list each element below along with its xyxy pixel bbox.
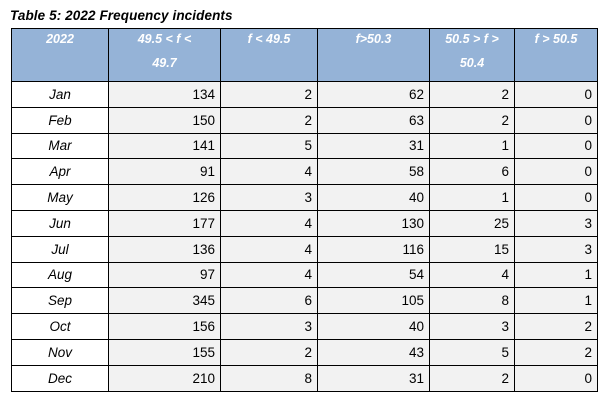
value-cell: 4: [430, 262, 515, 288]
value-cell: 4: [221, 159, 318, 185]
header-label-line2: 50.4: [459, 56, 485, 70]
value-cell: 126: [109, 185, 221, 211]
value-cell: 3: [515, 236, 598, 262]
value-cell: 3: [515, 210, 598, 236]
value-cell: 63: [318, 107, 430, 133]
month-cell: Aug: [12, 262, 109, 288]
month-cell: Jun: [12, 210, 109, 236]
value-cell: 4: [221, 262, 318, 288]
header-band-49-5-to-49-7: [109, 29, 221, 82]
value-cell: 2: [430, 82, 515, 108]
value-cell: 3: [221, 185, 318, 211]
value-cell: 40: [318, 314, 430, 340]
table-row: [12, 82, 598, 108]
month-cell: Nov: [12, 339, 109, 365]
value-cell: 2: [430, 107, 515, 133]
table-body: [12, 82, 598, 392]
value-cell: 0: [515, 82, 598, 108]
header-label: 2022: [46, 32, 74, 46]
value-cell: 2: [221, 339, 318, 365]
value-cell: 210: [109, 365, 221, 391]
table-row: [12, 262, 598, 288]
header-label: 50.5 > f >: [445, 32, 499, 46]
value-cell: 116: [318, 236, 430, 262]
month-cell: Jan: [12, 82, 109, 108]
value-cell: 97: [109, 262, 221, 288]
table-row: [12, 236, 598, 262]
value-cell: 156: [109, 314, 221, 340]
month-cell: Feb: [12, 107, 109, 133]
table-row: [12, 133, 598, 159]
value-cell: 15: [430, 236, 515, 262]
header-label: f < 49.5: [247, 32, 291, 46]
header-year: [12, 29, 109, 82]
value-cell: 2: [221, 82, 318, 108]
value-cell: 2: [515, 314, 598, 340]
value-cell: 345: [109, 288, 221, 314]
value-cell: 0: [515, 365, 598, 391]
month-cell: Oct: [12, 314, 109, 340]
value-cell: 136: [109, 236, 221, 262]
value-cell: 31: [318, 365, 430, 391]
value-cell: 62: [318, 82, 430, 108]
value-cell: 134: [109, 82, 221, 108]
value-cell: 0: [515, 133, 598, 159]
value-cell: 6: [430, 159, 515, 185]
value-cell: 141: [109, 133, 221, 159]
table-row: [12, 314, 598, 340]
month-cell: Mar: [12, 133, 109, 159]
value-cell: 177: [109, 210, 221, 236]
frequency-incidents-table: [11, 28, 598, 392]
value-cell: 4: [221, 236, 318, 262]
value-cell: 2: [221, 107, 318, 133]
value-cell: 1: [515, 288, 598, 314]
header-band-50-4-to-50-5: [430, 29, 515, 82]
value-cell: 91: [109, 159, 221, 185]
header-label-line2: 49.7: [152, 56, 177, 70]
value-cell: 8: [430, 288, 515, 314]
month-cell: Apr: [12, 159, 109, 185]
value-cell: 130: [318, 210, 430, 236]
header-label: f>50.3: [355, 32, 392, 46]
header-row: [12, 29, 598, 82]
header-above-50-3: [318, 29, 430, 82]
value-cell: 0: [515, 159, 598, 185]
value-cell: 43: [318, 339, 430, 365]
table-row: [12, 107, 598, 133]
table-row: [12, 210, 598, 236]
table-row: [12, 288, 598, 314]
value-cell: 5: [221, 133, 318, 159]
value-cell: 2: [515, 339, 598, 365]
table-row: [12, 339, 598, 365]
value-cell: 155: [109, 339, 221, 365]
value-cell: 58: [318, 159, 430, 185]
header-above-50-5: [515, 29, 598, 82]
value-cell: 105: [318, 288, 430, 314]
month-cell: Sep: [12, 288, 109, 314]
header-label: 49.5 < f <: [137, 32, 192, 46]
value-cell: 1: [430, 185, 515, 211]
value-cell: 1: [515, 262, 598, 288]
value-cell: 8: [221, 365, 318, 391]
value-cell: 4: [221, 210, 318, 236]
value-cell: 40: [318, 185, 430, 211]
value-cell: 150: [109, 107, 221, 133]
header-below-49-5: [221, 29, 318, 82]
month-cell: Dec: [12, 365, 109, 391]
value-cell: 0: [515, 107, 598, 133]
value-cell: 25: [430, 210, 515, 236]
table-row: [12, 365, 598, 391]
value-cell: 31: [318, 133, 430, 159]
value-cell: 3: [430, 314, 515, 340]
table-caption: Table 5: 2022 Frequency incidents: [10, 8, 233, 23]
month-cell: Jul: [12, 236, 109, 262]
table-header: [12, 29, 598, 82]
table-row: [12, 159, 598, 185]
value-cell: 6: [221, 288, 318, 314]
value-cell: 3: [221, 314, 318, 340]
value-cell: 2: [430, 365, 515, 391]
header-label: f > 50.5: [534, 32, 578, 46]
value-cell: 1: [430, 133, 515, 159]
value-cell: 5: [430, 339, 515, 365]
value-cell: 54: [318, 262, 430, 288]
table-row: [12, 185, 598, 211]
value-cell: 0: [515, 185, 598, 211]
month-cell: May: [12, 185, 109, 211]
